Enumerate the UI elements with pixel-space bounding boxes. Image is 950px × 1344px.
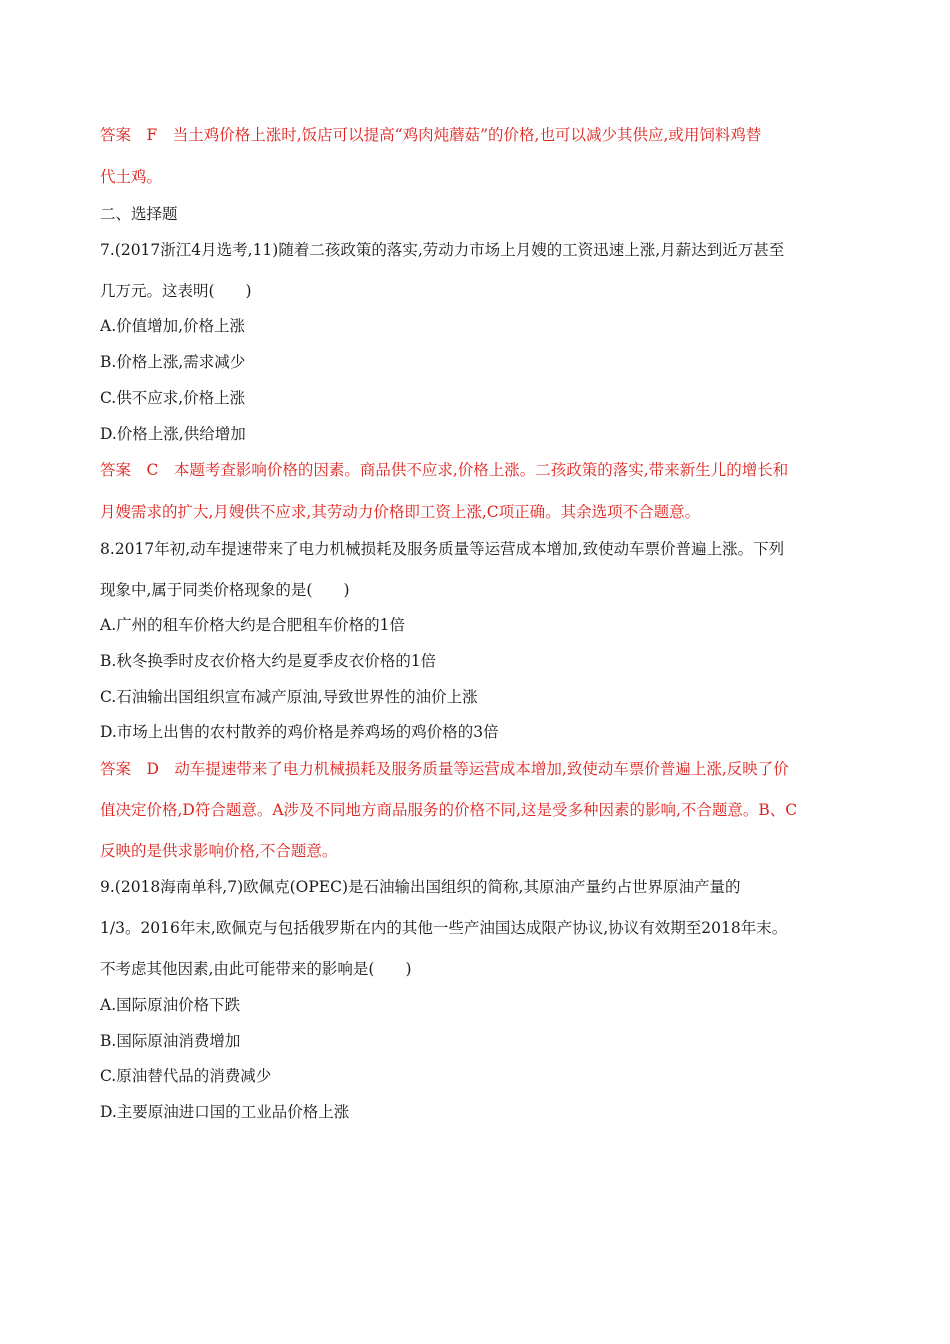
question-9-line-2: 1/3。2016年末,欧佩克与包括俄罗斯在内的其他一些产油国达成限产协议,协议有效期至2018年末。: [100, 919, 788, 937]
answer-6-line-1: 答案 F 当土鸡价格上涨时,饭店可以提高“鸡肉炖蘑菇”的价格,也可以减少其供应,或用饲料鸡替: [100, 126, 762, 144]
question-9-line-3: 不考虑其他因素,由此可能带来的影响是( ): [100, 960, 412, 978]
question-8-option-a: A.广州的租车价格大约是合肥租车价格的1倍: [100, 616, 405, 634]
question-8-option-c: C.石油输出国组织宣布减产原油,导致世界性的油价上涨: [100, 688, 478, 706]
question-9-line-1: 9.(2018海南单科,7)欧佩克(OPEC)是石油输出国组织的简称,其原油产量约占世界原油产量的: [100, 878, 741, 896]
answer-7-line-1: 答案 C 本题考查影响价格的因素。商品供不应求,价格上涨。二孩政策的落实,带来新生儿的增长和: [100, 461, 789, 479]
answer-6-line-2: 代土鸡。: [100, 168, 163, 186]
question-7-option-a: A.价值增加,价格上涨: [100, 317, 246, 335]
question-7-option-d: D.价格上涨,供给增加: [100, 425, 246, 443]
answer-8-line-2: 值决定价格,D符合题意。A涉及不同地方商品服务的价格不同,这是受多种因素的影响,不合题意。B、C: [100, 801, 798, 819]
question-9-option-c: C.原油替代品的消费减少: [100, 1067, 272, 1085]
answer-8-line-1: 答案 D 动车提速带来了电力机械损耗及服务质量等运营成本增加,致使动车票价普遍上涨,反映了价: [100, 760, 789, 778]
answer-8-line-3: 反映的是供求影响价格,不合题意。: [100, 842, 338, 860]
question-8-line-1: 8.2017年初,动车提速带来了电力机械损耗及服务质量等运营成本增加,致使动车票价普遍上涨。下列: [100, 540, 785, 558]
section-heading: 二、选择题: [100, 205, 178, 223]
question-8-option-d: D.市场上出售的农村散养的鸡价格是养鸡场的鸡价格的3倍: [100, 723, 499, 741]
question-7-option-c: C.供不应求,价格上涨: [100, 389, 246, 407]
question-9-option-b: B.国际原油消费增加: [100, 1032, 241, 1050]
question-7-line-2: 几万元。这表明( ): [100, 282, 252, 300]
question-7-option-b: B.价格上涨,需求减少: [100, 353, 246, 371]
question-9-option-d: D.主要原油进口国的工业品价格上涨: [100, 1103, 350, 1121]
question-9-option-a: A.国际原油价格下跌: [100, 996, 241, 1014]
answer-7-line-2: 月嫂需求的扩大,月嫂供不应求,其劳动力价格即工资上涨,C项正确。其余选项不合题意。: [100, 503, 701, 521]
question-8-line-2: 现象中,属于同类价格现象的是( ): [100, 581, 350, 599]
question-7-line-1: 7.(2017浙江4月选考,11)随着二孩政策的落实,劳动力市场上月嫂的工资迅速上涨,月薪达到近万甚至: [100, 241, 785, 259]
question-8-option-b: B.秋冬换季时皮衣价格大约是夏季皮衣价格的1倍: [100, 652, 437, 670]
